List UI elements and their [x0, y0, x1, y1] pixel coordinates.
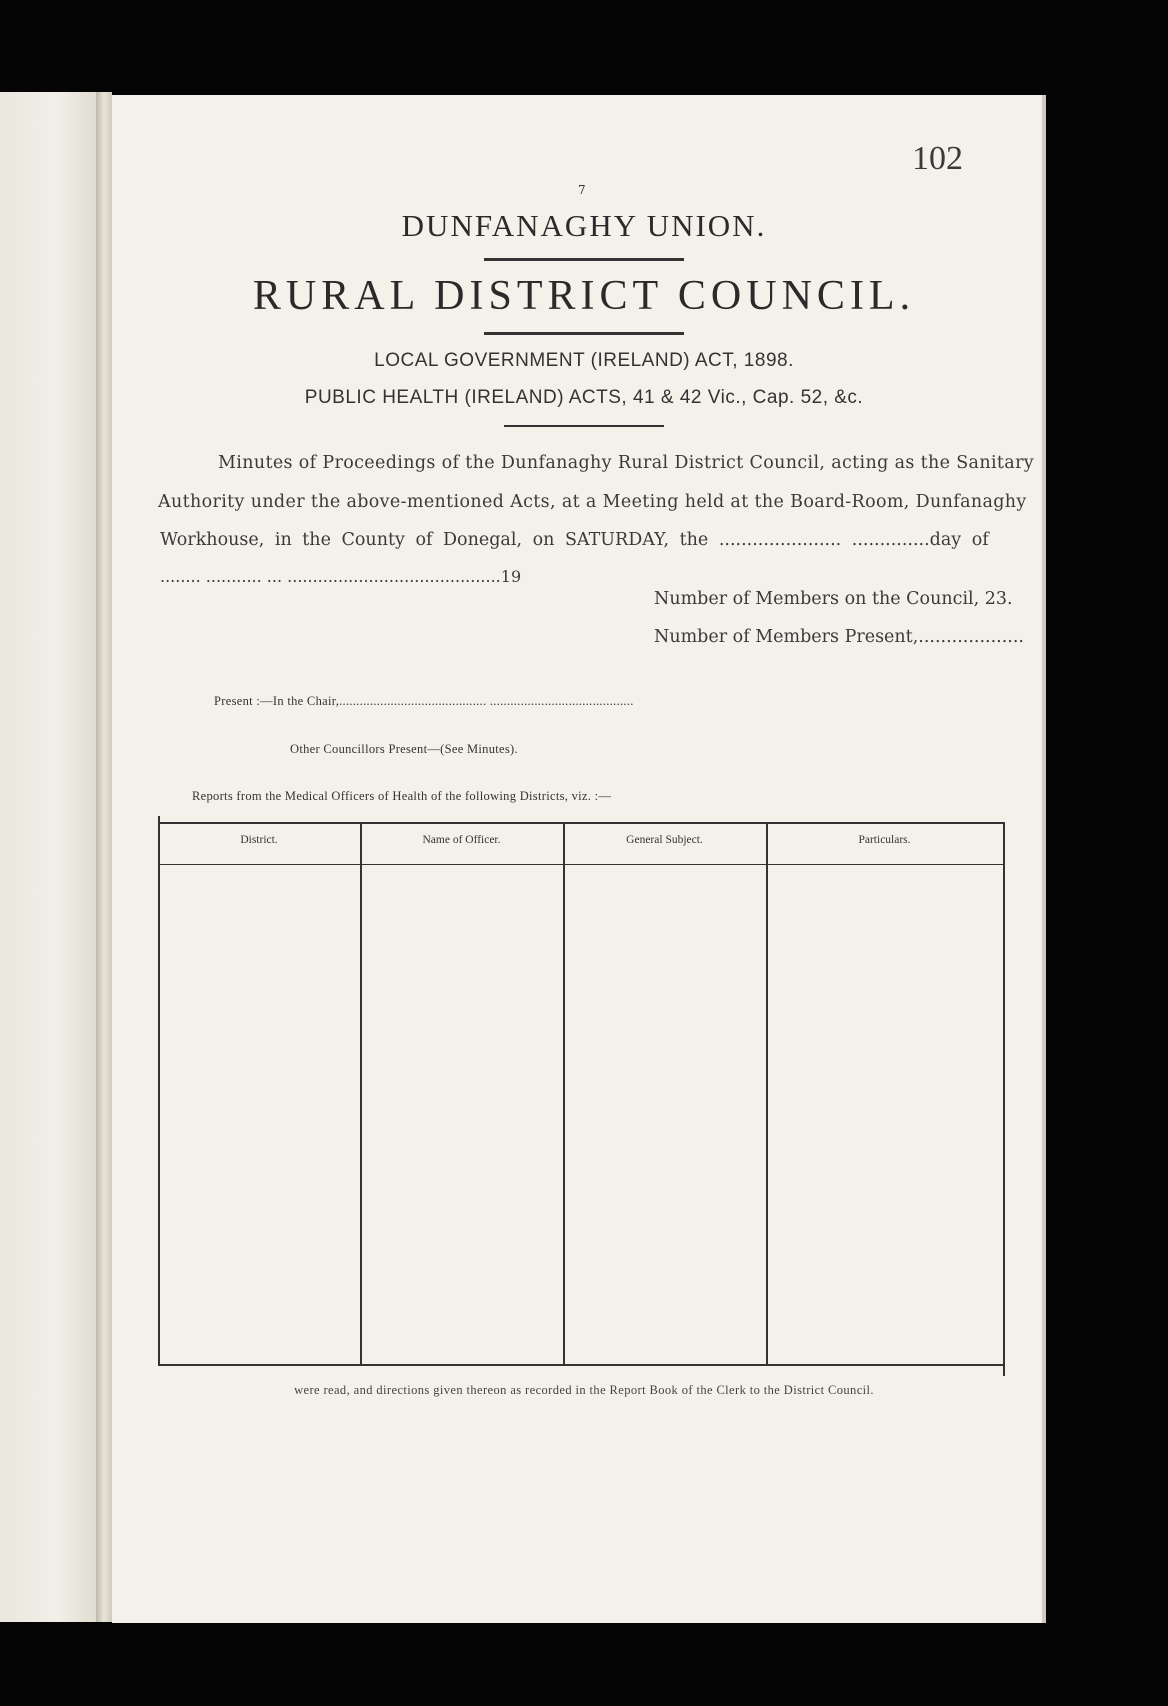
members-on-council: Number of Members on the Council, 23. — [654, 589, 1013, 609]
footer-note: were read, and directions given thereon as recorded in the Report Book of the Clerk to the District Council. — [294, 1383, 874, 1397]
minutes-line-4: ........ ........... ... ..........................................19 — [160, 567, 522, 586]
column-header-district: District. — [240, 834, 278, 846]
title-divider — [484, 258, 684, 261]
table-col-divider-1 — [360, 824, 362, 1364]
members-present: Number of Members Present,................... — [654, 627, 1024, 647]
column-header-particulars: Particulars. — [858, 834, 911, 846]
reports-line: Reports from the Medical Officers of Health of the following Districts, viz. :— — [192, 789, 612, 803]
act-line-2: PUBLIC HEALTH (IRELAND) ACTS, 41 & 42 Vic., Cap. 52, &c. — [304, 387, 864, 408]
act-line-1: LOCAL GOVERNMENT (IRELAND) ACT, 1898. — [374, 350, 794, 371]
table-header-border — [158, 864, 1004, 865]
minutes-line-3: Workhouse, in the County of Donegal, on SATURDAY, the ...................... ..............day of — [160, 530, 989, 550]
table-col-divider-2 — [563, 824, 565, 1364]
union-title: DUNFANAGHY UNION. — [401, 208, 767, 243]
table-left-border — [158, 816, 160, 1366]
table-top-border — [158, 822, 1004, 824]
column-header-subject: General Subject. — [626, 834, 703, 846]
table-right-border — [1003, 822, 1005, 1376]
column-header-officer: Name of Officer. — [422, 834, 501, 846]
council-title: RURAL DISTRICT COUNCIL. — [252, 273, 916, 319]
folio-number: 102 — [912, 140, 963, 177]
table-bottom-border — [158, 1364, 1004, 1366]
council-divider — [484, 332, 684, 335]
other-councillors: Other Councillors Present—(See Minutes). — [290, 742, 518, 756]
page-number: 7 — [578, 183, 586, 197]
minutes-line-1: Minutes of Proceedings of the Dunfanaghy Rural District Council, acting as the Sanitary — [218, 453, 1035, 473]
minutes-line-2: Authority under the above-mentioned Acts, at a Meeting held at the Board-Room, Dunfanaghy — [158, 492, 1027, 512]
present-chair: Present :—In the Chair,........................................... .......................................... — [214, 694, 634, 708]
act-divider — [504, 425, 664, 427]
table-col-divider-3 — [766, 824, 768, 1364]
